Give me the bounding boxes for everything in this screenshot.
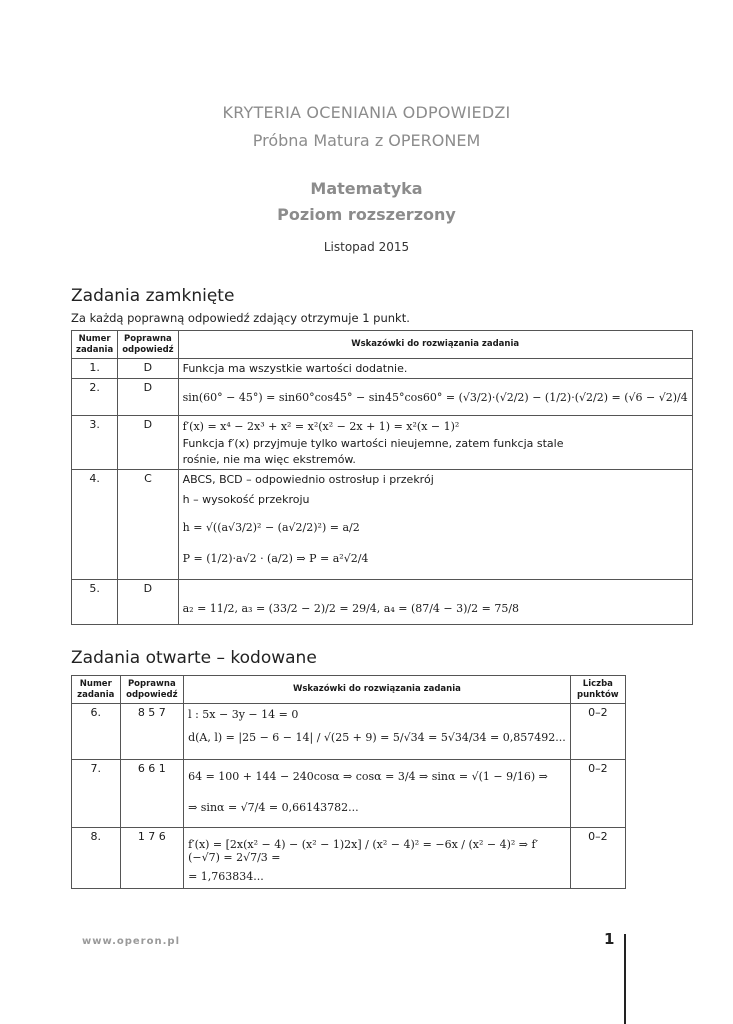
row-num: 6. xyxy=(72,704,121,760)
table-row xyxy=(72,379,693,416)
hint-line: sin(60° − 45°) = sin60°cos45° − sin45°cos60° = (√3/2)·(√2/2) − (1/2)·(√2/2) = (√6 − √2)/4 xyxy=(182,391,688,405)
col-hints: Wskazówki do rozwiązania zadania xyxy=(184,676,571,704)
row-hint xyxy=(184,704,571,760)
col-hints: Wskazówki do rozwiązania zadania xyxy=(178,331,692,359)
hint-line: a₂ = 11/2, a₃ = (33/2 − 2)/2 = 29/4, a₄ = (87/4 − 3)/2 = 75/8 xyxy=(182,602,520,616)
row-points: 0–2 xyxy=(570,760,625,828)
hint-line: h = √((a√3/2)² − (a√2/2)²) = a/2 xyxy=(182,521,360,535)
hint-line: P = (1/2)·a√2 · (a/2) ⇒ P = a²√2/4 xyxy=(182,552,369,566)
subject: Matematyka xyxy=(310,179,423,198)
col-answer: Poprawna odpowiedź xyxy=(120,676,184,704)
hint-line: 64 = 100 + 144 − 240cosα ⇒ cosα = 3/4 ⇒ sinα = √(1 − 9/16) ⇒ xyxy=(188,770,548,783)
table-row xyxy=(72,760,626,828)
page-edge-rule xyxy=(624,934,626,1024)
level: Poziom rozszerzony xyxy=(277,205,456,224)
row-hint xyxy=(178,359,692,379)
row-num: 4. xyxy=(72,470,118,580)
row-num: 3. xyxy=(72,416,118,470)
hint-line: ABCS, BCD – odpowiednio ostrosłup i przekrój xyxy=(182,473,434,487)
row-num: 8. xyxy=(72,828,121,889)
closed-section-note: Za każdą poprawną odpowiedź zdający otrzymuje 1 punkt. xyxy=(71,311,410,325)
row-num: 2. xyxy=(72,379,118,416)
row-answer: 6 6 1 xyxy=(120,760,184,828)
footer-url: www.operon.pl xyxy=(82,936,180,947)
doc-title: KRYTERIA OCENIANIA ODPOWIEDZI xyxy=(222,103,511,122)
closed-table xyxy=(71,330,693,625)
row-hint xyxy=(184,828,571,889)
closed-section-title: Zadania zamknięte xyxy=(71,286,235,306)
table-row xyxy=(72,416,693,470)
hint-line: rośnie, nie ma więc ekstremów. xyxy=(182,452,356,466)
row-hint xyxy=(178,416,692,470)
row-answer: D xyxy=(118,580,178,625)
table-row xyxy=(72,470,693,580)
col-answer: Poprawna odpowiedź xyxy=(118,331,178,359)
row-answer: D xyxy=(118,359,178,379)
row-points: 0–2 xyxy=(570,828,625,889)
col-num: Numer zadania xyxy=(72,331,118,359)
row-hint xyxy=(178,470,692,580)
row-answer: 1 7 6 xyxy=(120,828,184,889)
row-hint xyxy=(184,760,571,828)
row-num: 7. xyxy=(72,760,121,828)
hint-line: = 1,763834... xyxy=(188,870,264,883)
col-points: Liczba punktów xyxy=(570,676,625,704)
col-num: Numer zadania xyxy=(72,676,121,704)
hint-line: l : 5x − 3y − 14 = 0 xyxy=(188,708,299,721)
row-hint xyxy=(178,580,692,625)
hint-line: f′(x) = [2x(x² − 4) − (x² − 1)2x] / (x² − 4)² = −6x / (x² − 4)² ⇒ f′(−√7) = 2√7/3 = xyxy=(188,838,539,864)
row-answer: D xyxy=(118,379,178,416)
row-hint xyxy=(178,379,692,416)
hint-line: Funkcja ma wszystkie wartości dodatnie. xyxy=(182,362,408,375)
page-number: 1 xyxy=(604,930,615,948)
row-num: 1. xyxy=(72,359,118,379)
hint-line: Funkcja f′(x) przyjmuje tylko wartości nieujemne, zatem funkcja stale xyxy=(182,437,564,451)
hint-line: h – wysokość przekroju xyxy=(182,492,310,506)
row-answer: C xyxy=(118,470,178,580)
open-table xyxy=(71,675,626,889)
hint-line: d(A, l) = |25 − 6 − 14| / √(25 + 9) = 5/√34 = 5√34/34 = 0,857492... xyxy=(188,731,566,744)
date: Listopad 2015 xyxy=(323,240,410,254)
row-answer: D xyxy=(118,416,178,470)
table-row xyxy=(72,828,626,889)
hint-line: ⇒ sinα = √7/4 = 0,66143782... xyxy=(188,801,359,814)
table-row xyxy=(72,359,693,379)
row-answer: 8 5 7 xyxy=(120,704,184,760)
table-row xyxy=(72,704,626,760)
table-row xyxy=(72,580,693,625)
doc-subtitle: Próbna Matura z OPERONEM xyxy=(252,131,481,150)
row-num: 5. xyxy=(72,580,118,625)
row-points: 0–2 xyxy=(570,704,625,760)
open-section-title: Zadania otwarte – kodowane xyxy=(71,648,317,668)
hint-line: f′(x) = x⁴ − 2x³ + x² = x²(x² − 2x + 1) = x²(x − 1)² xyxy=(182,420,460,434)
